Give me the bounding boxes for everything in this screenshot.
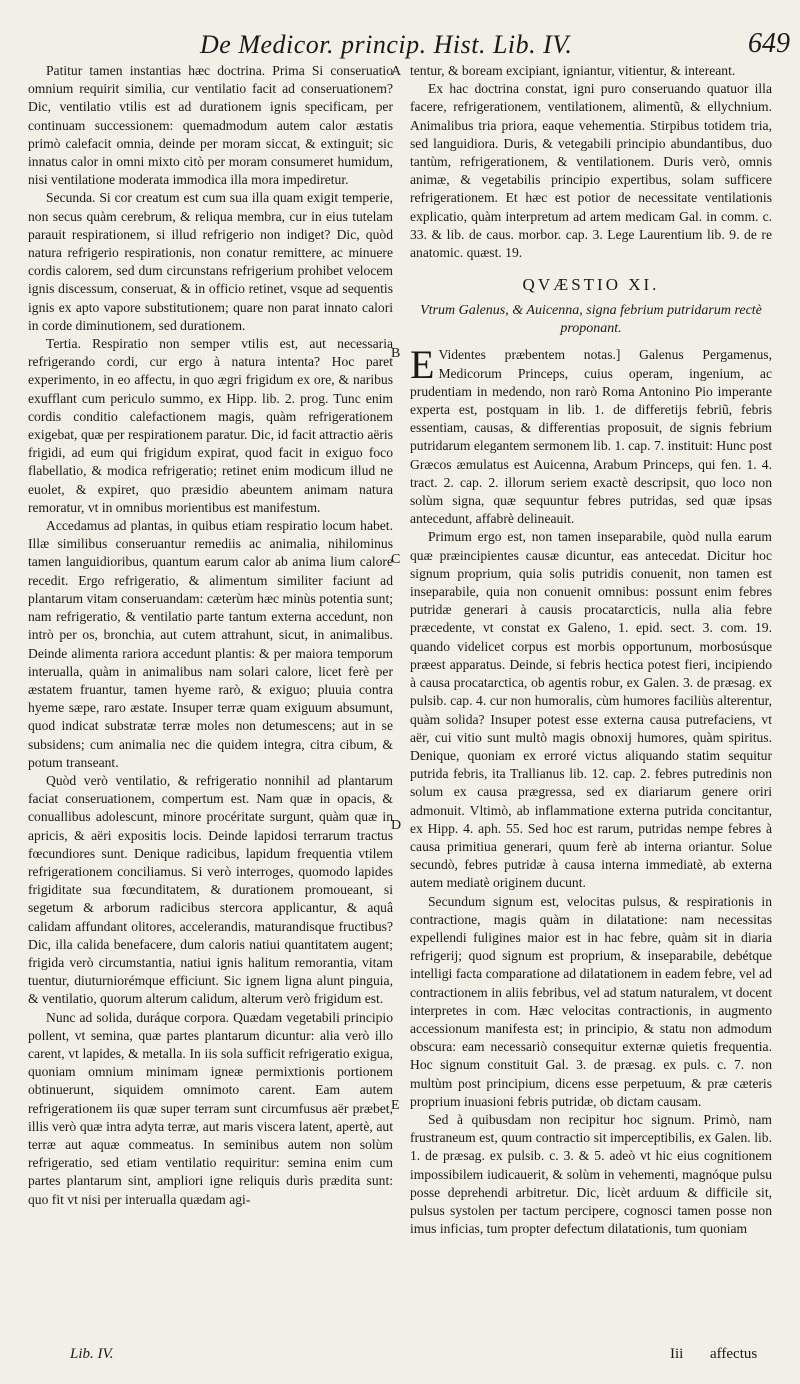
margin-letter-a: A	[391, 64, 402, 79]
paragraph: Nunc ad solida, duráque corpora. Quædam vegetabili principio pollent, vt semina, quæ partes plantarum dicuntur: alia verò illo carent, vt lapides, & metalla. In iis sola sufficit refrigeratio exigua, quoniam omnium minimam igneæ permixtionis portionem obtinuerunt, siquidem omnimoto carent. Eam autem refrigerationem iis quæ super terram sunt circumfusus aër præbet, illis verò quæ intra adyta terræ, aut maris viscera latent, apertè, aut terræ aut aquæ commeatus. In seminibus autem non solùm refrigeratio, sed etiam ventilatio requiritur: semina enim cum partes plantarum sint, ampliori igne reliquis durìs prædita sunt: quo fit vt nisi per interualla quædam agi-	[28, 1009, 393, 1207]
section-subtitle: Vtrum Galenus, & Auicenna, signa febrium putridarum rectè proponant.	[420, 303, 762, 337]
paragraph: Sed à quibusdam non recipitur hoc signum. Primò, nam frustraneum est, quum contractio sit imperceptibilis, ex Galen. lib. 1. de præsag. ex pulsib. c. 3. & 5. adeò vt hic eius cognitionem impossibilem iudicauerit, & solùm in vehementi, magnóque pulsu posse deprehendi arbitretur. Dic, licèt arduum & difficile sit, pulsus systolen per tactum percipere, cognosci tamen posse non imus inficias, tum propter defectum dilatationis, tum quoniam	[410, 1111, 772, 1237]
paragraph: Primum ergo est, non tamen inseparabile, quòd nulla earum quæ præincipientes causæ dicuntur, eas antecedat. Dicitur hoc signum proprium, quia solis putridis conuenit, non tamen est inseparabile, quia non conuenit omnibus: possunt enim febres putridæ generari à causis procatarcticis, nulla alia febre præcedente, vt constat ex Galeno, 1. epid. sect. 3. com. 19. quando videlicet corpus est morbis opportunum, morbosúsque præest apparatus. Deinde, si febris hectica potest fieri, incipiendo à causa procatarctica, ob agentis robur, ex Galen. 3. de præsag. ex pulsib. cap. 4. cur non humoralis, cùm humores faciliùs alterentur, quàm solida? Insuper potest esse externa causa putrefaciens, vt aër, cui vitio sunt multò magis obnoxij humores, quàm spiritus. Denique, quoniam ex erroré victus aliquando statim sequitur putrida febris, ita Trallianus lib. 12. cap. 2. febres putredinis non solum ex causa prægressa, sed ex diariarum genere oriri admonuit. Vltimò, ab inflammatione externa putrida concitantur, ex Hipp. 4. aph. 55. Sed hoc est rarum, putridas nempe febres à causa primitiua generari, quum ferè ab interna oriantur. Solue secundò, febres putridæ à causa interna immediatè, ab externa autem mediatè originem ducunt.	[410, 529, 772, 891]
page-number: 649	[748, 28, 790, 59]
paragraph: tentur, & boream excipiant, igniantur, vitientur, & intereant.	[410, 63, 736, 78]
paragraph: Secundum signum est, velocitas pulsus, & respirationis in contractione, magis quàm in dilatatione: nam necessitas expellendi fuligines maior est in hac febre, quàm sit in diaria refrigerij; quod signum est proprium, & inseparabile, debétque intelligi facta comparatione ad dilatationem in eadem febre, vel ad contractionem in aliis febribus, vel ad statum naturalem, vt docent interpretes in com. Hæc velocitas contractionis, in augmento accessionum manifesta est; in principio, & statu non admodum obscura: eam necessariò consequitur externæ quietis frequentia. Hoc signum constituit Gal. 3. de præsag. ex puls. c. 7. non multùm post principium, dicens esse perpetuum, & præ cæteris proprium inuasioni febris putridæ, ob dictam causam.	[410, 893, 772, 1109]
margin-letter-b: B	[391, 346, 401, 361]
running-head	[200, 26, 790, 66]
paragraph: Secunda. Si cor creatum est cum sua illa quam exigit temperie, non secus quàm cerebrum, & reliqua membra, cur in eius tutelam parauit respirationem, si illud refrigerio non indiget? Dic, quòd natura refrigerio respirationis, non conatur remittere, ac minuere cordis calorem, sed dum circunstans refrigerium prohibet velocem ignis discessum, conseruat, & in officio retinet, vsque ad sequentis ignis ex apto vapore substitutionem; quare non parat innato calori in corde diminutionem, sed durationem.	[28, 190, 393, 333]
catchword: affectus	[710, 1346, 758, 1362]
running-title: De Medicor. princip. Hist. Lib. IV.	[200, 30, 573, 59]
signature-mark: Lib. IV.	[70, 1346, 114, 1362]
paragraph-text: Videntes præbentem notas.] Galenus Pergamenus, Medicorum Princeps, cuius operam, ingenium, ac prudentiam in medendo, non rarò Roma Antonino Pio imperante experta est, postquam in lib. 1. de differetijs febriũ, febris essentiam, causas, & differentias proposuit, de signis febrium putridarum elegantem sermonem lib. 1. cap. 7. instituit: Hunc post Græcos æmulatus est Auicenna, Arabum Princeps, qui fen. 1. 4. tract. 2. cap. 2. illorum seriem exactè descripsit, quo loco non solùm signa, quæ sequuntur febres putridas, sed quæ ipsas antecedunt, affabrè delineauit.	[410, 347, 772, 527]
drop-capital: E	[410, 342, 435, 388]
margin-letter-d: D	[391, 818, 402, 833]
paragraph: Ex hac doctrina constat, igni puro conseruando quatuor illa facere, refrigerationem, ventilationem, alimentũ, & ellychnium. Animalibus tria priora, eaque vehementia. Stirpibus totidem tria, sed languidiora. Duris, & vetegabili principio abundantibus, duo tantùm, refrigerationem, & ventilationem. Duris verò, omnis animæ, & vegetabilis principio expertibus, solam sufficere refrigerationem. Et hæc est potior de necessitate ventilationis explicatio, quàm interpretum ad artem medicam Gal. in comm. c. 33. & lib. de caus. morbor. cap. 3. Lege Laurentium lib. 9. de re anatomic. quæst. 19.	[410, 81, 772, 261]
paragraph: Accedamus ad plantas, in quibus etiam respiratio locum habet. Illæ similibus conseruantur remediis ac animalia, nihilominus tamen languidioribus, quantum earum calor ab anima lium calore recedit. Ergo refrigeratio, & alimentum similiter faciunt ad plantarum vitam conseruandam: cæterùm hæc minùs potentia sunt; nam refrigeratio, & ventilatio parte tantum externa accedunt, non intrò per os, bronchia, aut cutem attrahunt, sicut, in animalibus. Deinde alimenta rariora accedunt plantis: & per maiora temporum interualla, quàm in animalibus nam solari calore, licet ferè per æstatem fruantur, tamen hyeme rarò, & exiguo; pluuia contra hyeme sæpe, raro æstate. Insuper terræ quam exiguum absumunt, quod indicat substratæ terræ moles non detumescens; aut in se subsidens; cum animalia nec die quidem integra, citra cibum, & potum transeant.	[28, 518, 393, 770]
margin-letter-e: E	[391, 1098, 400, 1113]
paragraph: Quòd verò ventilatio, & refrigeratio nonnihil ad plantarum faciat conseruationem, compertum est. Nam quæ in opacis, & conuallibus adolescunt, minore procéritate surgunt, quàm quæ in apricis, & aëri expositis locis. Deinde lapidosi terrarum tractus fœcundiores sunt. Denique radicibus, lapidum frequentia vtilem refrigerationem conciliamus. Si verò interroges, quomodo lapides frigiditate sua fœcunditatem, & durationem promoueant, si segetum & arborum radicibus stercora applicantur, & aquâ calidam affundant olitores, accelerandis, maturandisque fructibus? Dic, illa calida benefacere, dum caloris natiui quantitatem augent; frigida verò circumstantia, natiui ignis halitum remorantia, vitam tuentur, diuturniorémque efficiunt. Sic ignem ligna alunt pinguia, & ventilatio, quorum alterum calidum, alterum verò frigidum est.	[28, 772, 393, 1007]
paragraph: Tertia. Respiratio non semper vtilis est, aut necessaria refrigerando cordi, cur ergo à natura intenta? Hoc paret experimento, in eo affectu, in quo ægri frigidum ex ore, & naribus exufflant cum periculo summo, ex Hipp. lib. 2. prog. Tunc enim cordis conditio calefactionem magis, quàm refrigerationem exigebat, quæ per respirationem paratur. Dic, id facit attractio aëris frigidi, ad eum qui frigidum expirat, quod facit in exiguo foco flabellatio, & modica refrigeratio; retinet enim modicum illud ne euolet, & expiret, quo præsidio abeuntem animam natura remoratur, vt in omnibus morientibus est manifestum.	[28, 336, 393, 515]
paragraph-with-dropcap	[410, 342, 772, 528]
gathering-mark: Iii	[670, 1346, 684, 1362]
right-column	[410, 62, 772, 1238]
paragraph: Patitur tamen instantias hæc doctrina. Prima Si conseruatio omnium requirit similia, cur ventilatio facit ad conseruationem? Dic, ventilatio vtilis est ad durationem ignis specificam, per continuam successionem: quemadmodum autem calor æstatis primò calefacit omnia, deinde per moram siccat, & extinguit; sic innatus calor in omni mixto citò per moram consumeret humidum, nisi ventilatione moderata immodica illa mora impediretur.	[28, 63, 393, 188]
margin-letter-c: C	[391, 552, 401, 567]
section-title: QVÆSTIO XI.	[522, 275, 660, 295]
left-column	[28, 62, 393, 1209]
